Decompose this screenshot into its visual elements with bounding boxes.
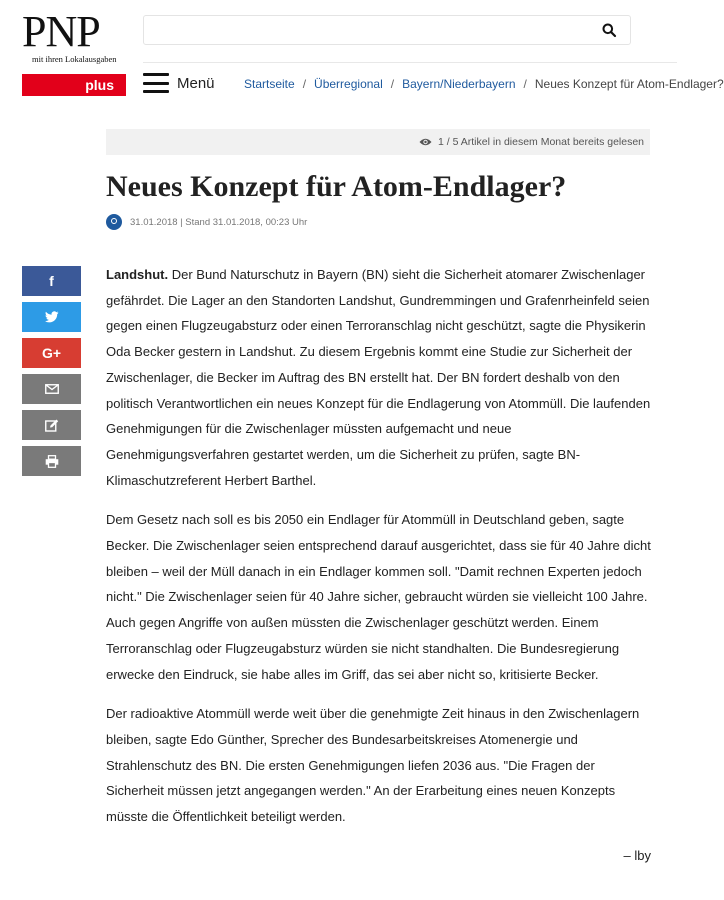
share-print-button[interactable] [22,446,81,476]
header-divider [143,62,677,63]
menu-label: Menü [177,74,215,92]
share-bar [22,266,81,482]
breadcrumb [244,77,724,91]
facebook-icon: f [49,273,54,289]
print-icon [45,455,59,468]
email-icon [45,384,59,394]
breadcrumb-separator: / [390,77,395,91]
menu-button[interactable] [143,73,215,93]
article-paragraph: Dem Gesetz nach soll es bis 2050 ein Endlager für Atommüll in Deutschland geben, sagte Becker. Die Zwischenlager seien entsprechend darauf ausgerichtet, dass sie für 40 Jahre dicht bleiben – weil der Müll danach in ein Endlager kommen soll. "Damit rechnen Experten jedoch nicht." Die Zwischenlager seien für 40 Jahre sicher, gebraucht würden sie vielleicht 100 Jahre. Auch gegen Angriffe von außen müssten die Zwischenlager geschützt werden. Einem Terroranschlag oder Flugzeugabsturz würden sie nicht standhalten. Die Bundesregierung erwecke den Eindruck, sie habe alles im Griff, das sei aber nicht so, kritisierte Becker. [106,512,651,682]
breadcrumb-separator: / [302,77,307,91]
article-body [106,262,654,844]
eye-icon [419,137,432,147]
share-email-button[interactable] [22,374,81,404]
comment-icon [45,419,59,432]
logo-subline: mit ihren Lokalausgaben [32,54,117,64]
breadcrumb-bayern-niederbayern[interactable]: Bayern/Niederbayern [402,77,516,91]
breadcrumb-startseite[interactable]: Startseite [244,77,295,91]
share-google-plus-button[interactable] [22,338,81,368]
read-counter-text: 1 / 5 Artikel in diesem Monat bereits gelesen [438,136,645,148]
paragraph-1-text: Der Bund Naturschutz in Bayern (BN) sieht die Sicherheit atomarer Zwischenlager gefährdet. Die Lager an den Standorten Landshut, Gundremmingen und Grafenrheinfeld seien gegen einen Flugzeugabsturz oder einen Terroranschlag nicht geschützt, sagte die Physikerin Oda Becker gestern in Landshut. Zu diesem Ergebnis kommt eine Studie zur Sicherheit der Zwischenlager, die Becker im Auftrag des BN erstellt hat. Der BN fordert deshalb von den politisch Verantwortlichen ein neues Konzept für die Endlagerung von Atommüll. Die laufenden Genehmigungen für die Zwischenlager müssten aufgemacht und neue Genehmigungsverfahren gestartet werden, um die Sicherheit zu prüfen, sagte BN-Klimaschutzreferent Herbert Barthel. [106,267,651,488]
article-paragraph: Der radioaktive Atommüll werde weit über die genehmigte Zeit hinaus in den Zwischenlagern bleiben, sagte Edo Günther, Sprecher des Bundesarbeitskreises Atomenergie und Strahlenschutz des BN. Die ersten Genehmigungen liefen 2036 aus. "Die Fragen der Sicherheit müssen jetzt angegangen werden." An der Erarbeitung eines neuen Konzepts müsste die Öffentlichkeit beteiligt werden. [106,706,640,825]
search-box [143,15,631,45]
share-facebook-button[interactable] [22,266,81,296]
pnp-logo[interactable] [22,7,126,64]
article-dateline: Landshut. [106,267,169,282]
plus-badge[interactable]: plus [22,74,126,96]
article-author: – lby [623,848,651,863]
article-meta [106,214,307,230]
share-comment-button[interactable] [22,410,81,440]
google-plus-icon: G+ [41,345,62,361]
read-counter-bar [106,129,650,155]
clock-icon [106,214,122,230]
search-icon[interactable] [602,23,616,37]
search-input[interactable] [144,16,584,44]
article-paragraph [106,262,654,493]
breadcrumb-current: Neues Konzept für Atom-Endlager? [534,77,724,91]
twitter-icon [45,311,59,323]
breadcrumb-separator: / [523,77,527,91]
share-twitter-button[interactable] [22,302,81,332]
article-title: Neues Konzept für Atom-Endlager? [106,170,567,203]
logo-wordmark: PNP [22,7,100,56]
hamburger-icon [143,73,169,93]
breadcrumb-ueberregional[interactable]: Überregional [314,77,383,91]
article-date: 31.01.2018 | Stand 31.01.2018, 00:23 Uhr [130,216,308,228]
